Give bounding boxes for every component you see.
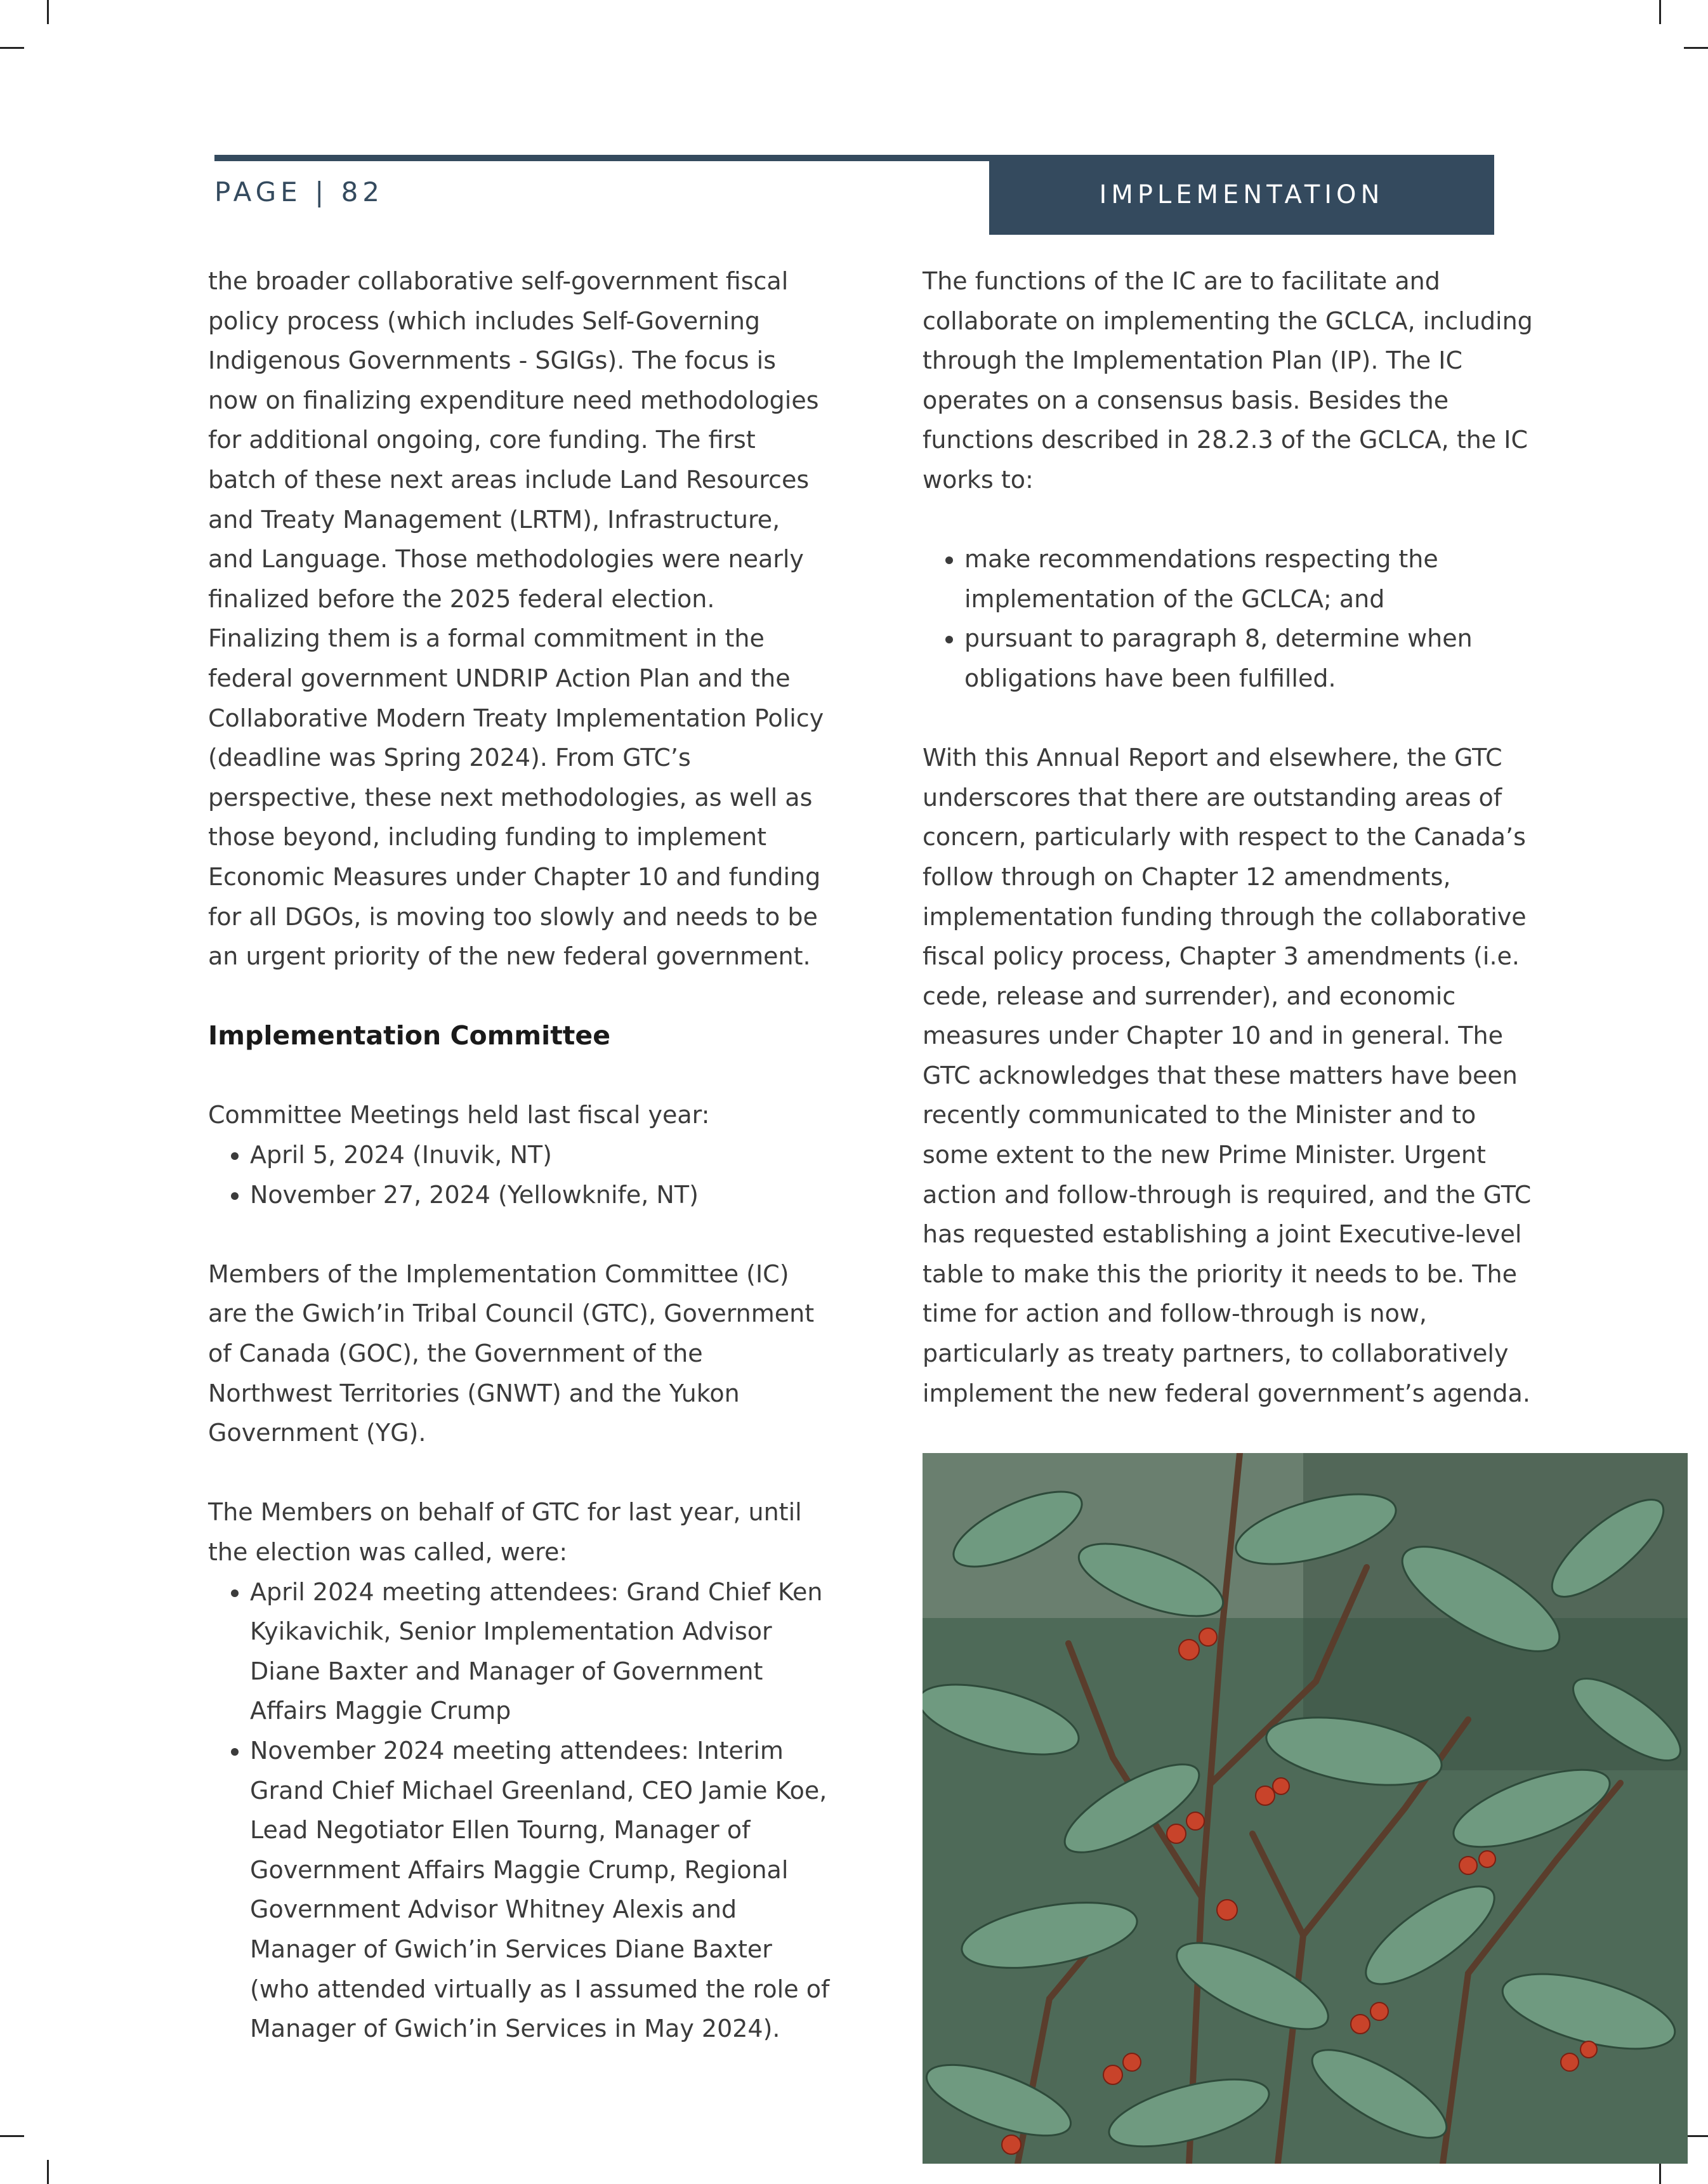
list-item: • make recommendations respecting the implementation of the GCLCA; and	[964, 539, 1544, 619]
berry-bush-photo	[923, 1453, 1688, 2164]
attendees-list	[208, 1572, 830, 2049]
header-rule	[214, 155, 990, 161]
gtc-members-intro: The Members on behalf of GTC for last year, until the election was called, were:	[208, 1498, 802, 1566]
spacer	[208, 1453, 830, 1493]
spacer	[923, 699, 1544, 739]
members-paragraph: Members of the Implementation Committee (IC) are the Gwich’in Tribal Council (GTC), Government of Canada (GOC), the Government of the Northwest Territories (GNWT) and the Yukon Government (YG).	[208, 1260, 815, 1447]
photo-illustration	[923, 1453, 1688, 2164]
meetings-label: Committee Meetings held last fiscal year:	[208, 1101, 710, 1129]
list-item: • November 2024 meeting attendees: Interim Grand Chief Michael Greenland, CEO Jamie Koe, Lead Negotiator Ellen Tourng, Manager of Government Affairs Maggie Crump, Regional Government Advisor Whitney Alexis and Manager of Gwich’in Services Diane Baxter (who attended virtually as I assumed the role of Manager of Gwich’in Services in May 2024).	[250, 1731, 830, 2049]
crop-mark	[0, 2135, 24, 2137]
list-item: • April 5, 2024 (Inuvik, NT)	[250, 1135, 830, 1175]
section-heading: Implementation Committee	[208, 1020, 611, 1051]
section-title	[989, 155, 1494, 235]
crop-mark	[1659, 0, 1661, 24]
meetings-list	[208, 1135, 830, 1214]
left-column	[208, 261, 830, 2049]
right-column	[923, 261, 1544, 1413]
section-title-text: IMPLEMENTATION	[1099, 180, 1384, 209]
crop-mark	[0, 47, 24, 49]
crop-mark	[47, 0, 49, 24]
list-item: • April 2024 meeting attendees: Grand Chief Ken Kyikavichik, Senior Implementation Advisor Diane Baxter and Manager of Government Affairs Maggie Crump	[250, 1572, 830, 1731]
intro-paragraph: the broader collaborative self-government fiscal policy process (which includes Self-Governing Indigenous Governments - SGIGs). The focus is now on finalizing expenditure need methodologies for additional ongoing, core funding. The first batch of these next areas include Land Resources and Treaty Management (LRTM), Infrastructure, and Language. Those methodologies were nearly finalized before the 2025 federal election. Finalizing them is a formal commitment in the federal government UNDRIP Action Plan and the Collaborative Modern Treaty Implementation Policy (deadline was Spring 2024). From GTC’s perspective, these next methodologies, as well as those beyond, including funding to implement Economic Measures under Chapter 10 and funding for all DGOs, is moving too slowly and needs to be an urgent priority of the new federal government.	[208, 267, 824, 971]
spacer	[208, 1056, 830, 1096]
spacer	[208, 977, 830, 1016]
functions-paragraph: The functions of the IC are to facilitate and collaborate on implementing the GCLCA, including through the Implementation Plan (IP). The IC operates on a consensus basis. Besides the functions described in 28.2.3 of the GCLCA, the IC works to:	[923, 267, 1533, 494]
spacer	[923, 500, 1544, 540]
list-item: • pursuant to paragraph 8, determine when obligations have been fulfilled.	[964, 619, 1544, 698]
crop-mark	[47, 2160, 49, 2184]
crop-mark	[1684, 47, 1708, 49]
spacer	[208, 1214, 830, 1254]
functions-list	[923, 539, 1544, 698]
concerns-paragraph: With this Annual Report and elsewhere, the GTC underscores that there are outstanding areas of concern, particularly with respect to the Canada’s follow through on Chapter 12 amendments, implementation funding through the collaborative fiscal policy process, Chapter 3 amendments (i.e. cede, release and surrender), and economic measures under Chapter 10 and in general. The GTC acknowledges that these matters have been recently communicated to the Minister and to some extent to the new Prime Minister. Urgent action and follow-through is required, and the GTC has requested establishing a joint Executive-level table to make this the priority it needs to be. The time for action and follow-through is now, particularly as treaty partners, to collaboratively implement the new federal government’s agenda.	[923, 744, 1532, 1407]
page-number: PAGE | 82	[214, 176, 384, 207]
list-item: • November 27, 2024 (Yellowknife, NT)	[250, 1175, 830, 1215]
